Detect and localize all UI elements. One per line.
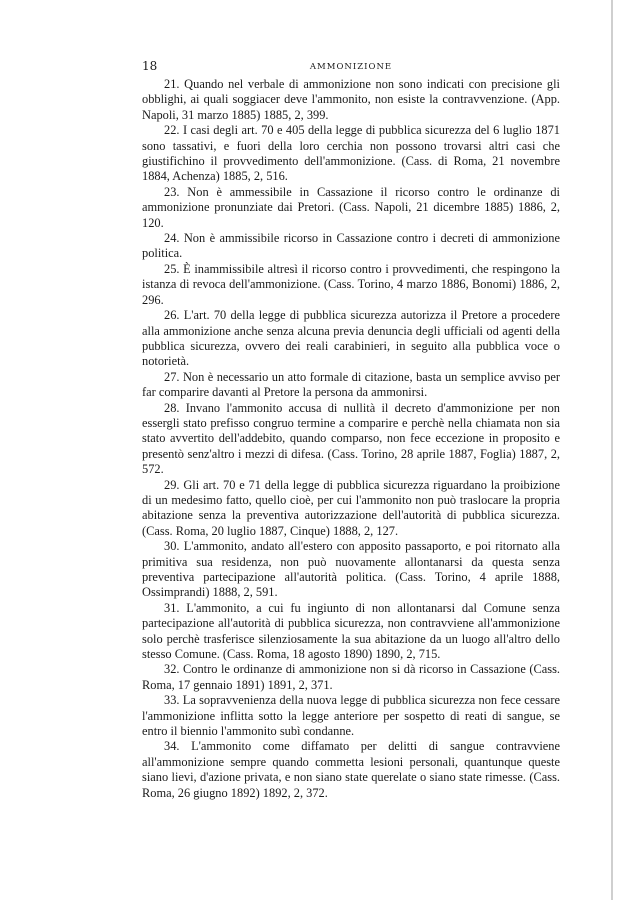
paragraph-34: 34. L'ammonito come diffamato per delitti di sangue contravviene all'ammonizione sempre quando commetta lesioni personali, quantunque queste siano lievi, d'azione privata, e non siano state querelate o siano state rimesse. (Cass. Roma, 26 giugno 1892) 1892, 2, 372.: [142, 739, 560, 800]
paragraph-23: 23. Non è ammessibile in Cassazione il ricorso contro le ordinanze di ammonizione pronunziate dai Pretori. (Cass. Napoli, 21 dicembre 1885) 1886, 2, 120.: [142, 184, 560, 230]
page-edge-shadow: [611, 0, 613, 900]
paragraph-31: 31. L'ammonito, a cui fu ingiunto di non allontanarsi dal Comune senza partecipazione all'autorità di pubblica sicurezza, non contravviene all'ammonizione solo perchè trasferisce silenziosamente la sua abitazione da un luogo all'altro dello stesso Comune. (Cass. Roma, 18 agosto 1890) 1890, 2, 715.: [142, 600, 560, 662]
paragraph-30: 30. L'ammonito, andato all'estero con apposito passaporto, e poi ritornato alla primitiva sua residenza, non può nuovamente allontanarsi da questa senza preventiva partecipazione all'autorità politica. (Cass. Torino, 4 aprile 1888, Ossimprandi) 1888, 2, 591.: [142, 539, 560, 600]
paragraph-22: 22. I casi degli art. 70 e 405 della legge di pubblica sicurezza del 6 luglio 1871 sono tassativi, e fuori della loro cerchia non possono trovarsi altri casi che giustifichino il provvedimento dell'ammonizione. (Cass. di Roma, 21 novembre 1884, Achenza) 1885, 2, 516.: [142, 123, 560, 184]
paragraph-32: 32. Contro le ordinanze di ammonizione non si dà ricorso in Cassazione (Cass. Roma, 17 gennaio 1891) 1891, 2, 371.: [142, 662, 560, 692]
paragraph-28: 28. Invano l'ammonito accusa di nullità il decreto d'ammonizione per non essergli stato prefisso congruo termine a comparire e perchè nella chiamata non sia stato avvertito dell'addebito, quando comparso, non fece eccezione in proposito e presentò senz'altro i mezzi di difesa. (Cass. Torino, 28 aprile 1887, Foglia) 1887, 2, 572.: [142, 400, 560, 477]
paragraph-33: 33. La sopravvenienza della nuova legge di pubblica sicurezza non fece cessare l'ammonizione inflitta sotto la legge anteriore per sospetto di reati di sangue, se entro il biennio l'ammonito subì condanne.: [142, 693, 560, 739]
body-text: [142, 77, 560, 801]
running-head: AMMONIZIONE: [309, 62, 393, 72]
paragraph-21: 21. Quando nel verbale di ammonizione non sono indicati con precisione gli obblighi, ai quali soggiacer deve l'ammonito, non esiste la contravvenzione. (App. Napoli, 31 marzo 1885) 1885, 2, 399.: [142, 77, 560, 122]
paragraph-24: 24. Non è ammissibile ricorso in Cassazione contro i decreti di ammonizione politica.: [142, 231, 560, 261]
paragraph-25: 25. È inammissibile altresì il ricorso contro i provvedimenti, che respingono la istanza di revoca dell'ammonizione. (Cass. Torino, 4 marzo 1886, Bonomi) 1886, 2, 296.: [142, 261, 560, 307]
paragraph-27: 27. Non è necessario un atto formale di citazione, basta un semplice avviso per far comparire davanti al Pretore la persona da ammonirsi.: [142, 369, 560, 400]
paragraph-26: 26. L'art. 70 della legge di pubblica sicurezza autorizza il Pretore a procedere alla ammonizione anche senza alcuna previa denuncia degli ufficiali od agenti della pubblica sicurezza, ovvero dei reali carabinieri, in seguito alla pubblica voce o notorietà.: [142, 308, 560, 369]
paragraph-29: 29. Gli art. 70 e 71 della legge di pubblica sicurezza riguardano la proibizione di un medesimo fatto, quello cioè, per cui l'ammonito non può traslocare la propria abitazione senza la preventiva autorizzazione dell'autorità di pubblica sicurezza. (Cass. Roma, 20 luglio 1887, Cinque) 1888, 2, 127.: [142, 477, 560, 538]
page-header: [142, 58, 560, 74]
page-number: 18: [142, 59, 158, 73]
